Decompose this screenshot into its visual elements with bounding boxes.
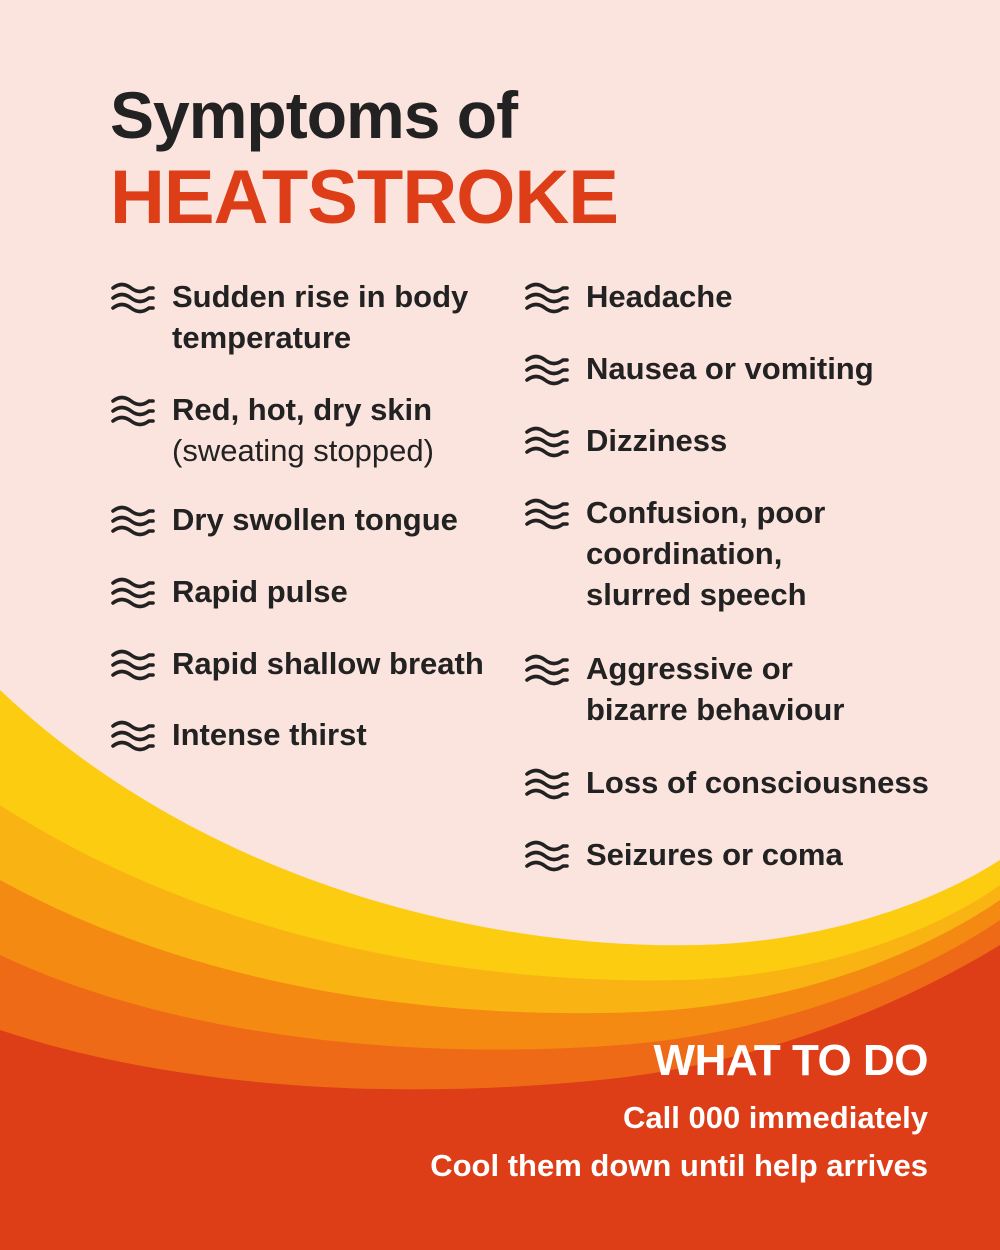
heat-waves-icon — [524, 280, 570, 314]
heat-waves-icon — [110, 503, 156, 537]
symptom-subtext: (sweating stopped) — [172, 433, 434, 468]
list-item — [110, 643, 484, 684]
title-heatstroke: HEATSTROKE — [110, 155, 618, 240]
heat-waves-icon — [110, 280, 156, 314]
symptom-text: Rapid shallow breath — [172, 646, 484, 681]
list-item — [524, 834, 843, 875]
list-item — [110, 389, 434, 471]
symptom-text: Red, hot, dry skin — [172, 392, 433, 427]
heat-waves-icon — [110, 647, 156, 681]
list-item — [110, 499, 458, 540]
list-item — [524, 648, 844, 730]
list-item — [110, 714, 367, 755]
symptom-text: Sudden rise in body temperature — [172, 279, 469, 355]
symptom-text: Aggressive or bizarre behaviour — [586, 651, 845, 727]
heat-waves-icon — [524, 766, 570, 800]
symptom-text: Headache — [586, 279, 733, 314]
heat-waves-icon — [524, 838, 570, 872]
list-item — [110, 571, 348, 612]
symptom-text: Dizziness — [586, 423, 728, 458]
heat-waves-icon — [524, 424, 570, 458]
what-to-do-line-1: Call 000 immediately — [623, 1100, 928, 1135]
what-to-do-heading: WHAT TO DO — [653, 1036, 928, 1085]
symptom-text-group — [172, 389, 434, 471]
symptom-text: Dry swollen tongue — [172, 502, 458, 537]
list-item — [524, 762, 929, 803]
symptom-text: Intense thirst — [172, 717, 367, 752]
symptom-text: Loss of consciousness — [586, 765, 929, 800]
list-item — [524, 492, 825, 615]
symptom-text: Seizures or coma — [586, 837, 843, 872]
list-item — [110, 276, 468, 358]
list-item — [524, 420, 727, 461]
heat-waves-icon — [524, 652, 570, 686]
heat-waves-icon — [110, 718, 156, 752]
heat-waves-icon — [110, 575, 156, 609]
heat-waves-icon — [110, 393, 156, 427]
what-to-do-line-2: Cool them down until help arrives — [430, 1148, 928, 1183]
symptom-text: Nausea or vomiting — [586, 351, 874, 386]
symptom-text: Confusion, poor coordination, slurred speech — [586, 495, 826, 612]
symptom-text: Rapid pulse — [172, 574, 348, 609]
list-item — [524, 276, 732, 317]
heat-waves-icon — [524, 352, 570, 386]
heat-waves-icon — [524, 496, 570, 530]
title-symptoms-of: Symptoms of — [110, 78, 518, 152]
list-item — [524, 348, 874, 389]
